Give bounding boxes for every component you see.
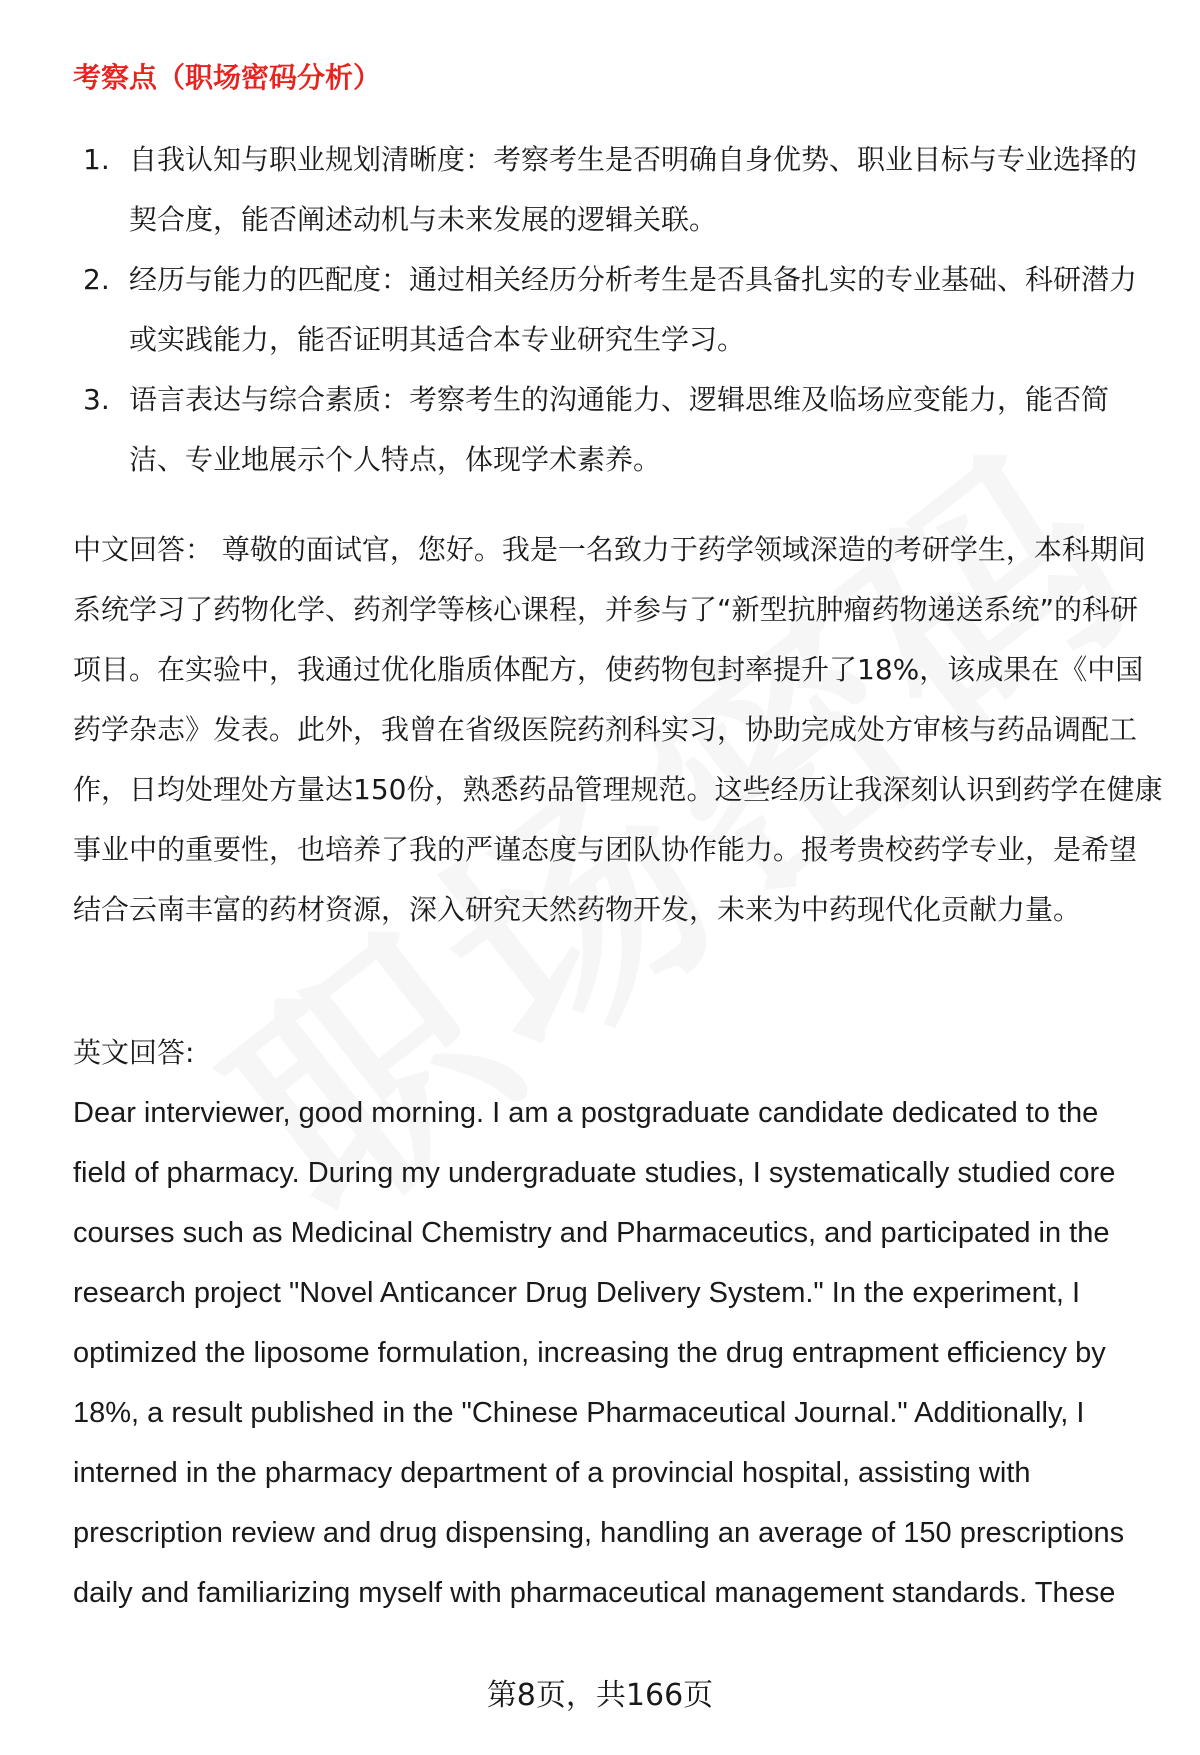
page-footer: 第8页，共166页 <box>486 1678 714 1713</box>
section-heading: 考察点（职场密码分析） <box>73 61 382 94</box>
point-text: 经历与能力的匹配度：通过相关经历分析考生是否具备扎实的专业基础、科研潜力或实践能力，能否证明其适合本专业研究生学习。 <box>129 263 1138 356</box>
point-text: 自我认知与职业规划清晰度：考察考生是否明确自身优势、职业目标与专业选择的契合度，能否阐述动机与未来发展的逻辑关联。 <box>129 143 1138 236</box>
assessment-point <box>73 130 1153 250</box>
point-number: 3. <box>83 383 110 416</box>
point-text: 语言表达与综合素质：考察考生的沟通能力、逻辑思维及临场应变能力，能否简洁、专业地展示个人特点，体现学术素养。 <box>129 383 1110 476</box>
assessment-point <box>73 250 1153 370</box>
english-answer: Dear interviewer, good morning. I am a postgraduate candidate dedicated to the field of pharmacy. During my undergraduate studies, I systematically studied core courses such as Medicinal Chemistry and Pharmaceutics, and participated in the research project "Novel Anticancer Drug Delivery System." In the experiment, I optimized the liposome formulation, increasing the drug entrapment efficiency by 18%, a result published in the "Chinese Pharmaceutical Journal." Additionally, I interned in the pharmacy department of a provincial hospital, assisting with prescription review and drug dispensing, handling an average of 150 prescriptions daily and familiarizing myself with pharmaceutical management standards. These <box>73 1097 1125 1609</box>
english-answer-label: 英文回答: <box>73 1036 195 1069</box>
point-number: 1. <box>83 143 110 176</box>
point-number: 2. <box>83 263 110 296</box>
chinese-answer: 中文回答： 尊敬的面试官，您好。我是一名致力于药学领域深造的考研学生，本科期间系统学习了药物化学、药剂学等核心课程，并参与了“新型抗肿瘤药物递送系统”的科研项目。在实验中，我通过优化脂质体配方，使药物包封率提升了18%，该成果在《中国药学杂志》发表。此外，我曾在省级医院药剂科实习，协助完成处方审核与药品调配工作，日均处理处方量达150份，熟悉药品管理规范。这些经历让我深刻认识到药学在健康事业中的重要性，也培养了我的严谨态度与团队协作能力。报考贵校药学专业，是希望结合云南丰富的药材资源，深入研究天然药物开发，未来为中药现代化贡献力量。 <box>73 533 1163 926</box>
assessment-point <box>73 370 1153 490</box>
assessment-points-list <box>73 130 1153 490</box>
